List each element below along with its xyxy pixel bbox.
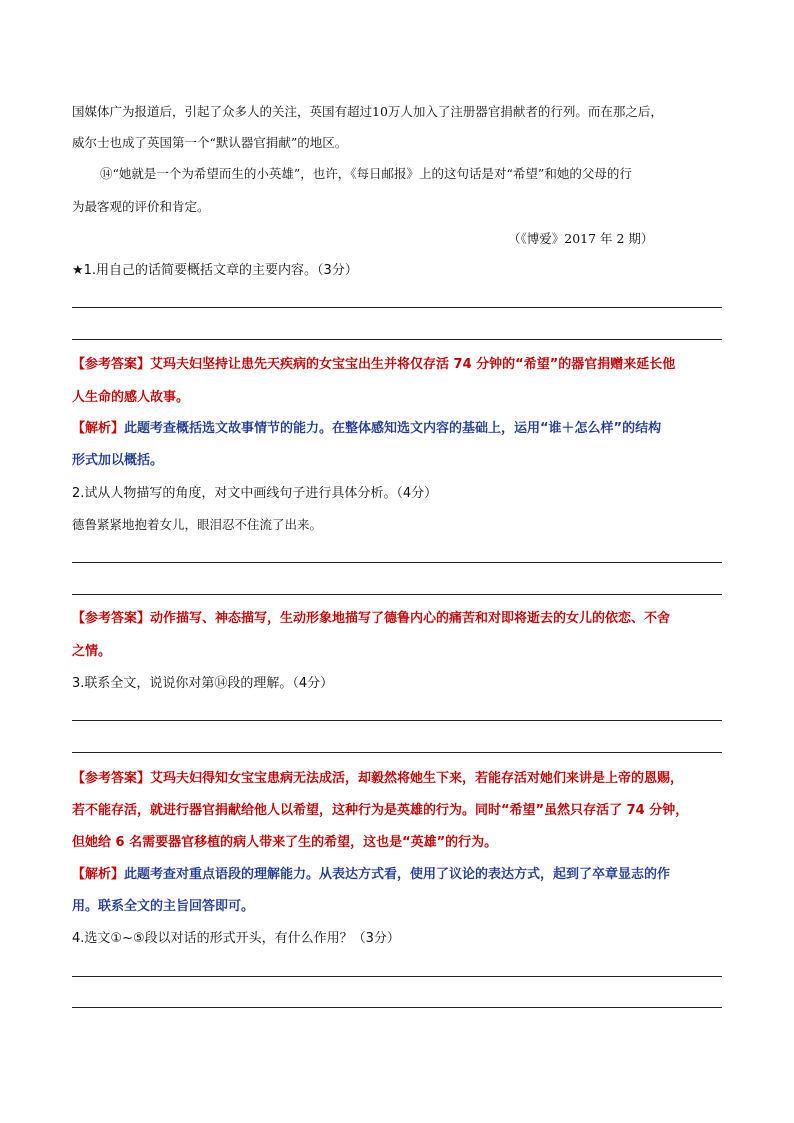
q3-answer-line2: 若不能存活，就进行器官捐献给他人以希望，这种行为是英雄的行为。同时“希望”虽然只存活了 74 分钟， <box>72 803 689 818</box>
q1-analysis-line1 <box>72 421 661 437</box>
answer-line <box>72 562 722 563</box>
answer-line <box>72 720 722 721</box>
answer-tag: 【参考答案】 <box>72 357 151 372</box>
q2-quote: 德鲁紧紧地抱着女儿，眼泪忍不住流了出来。 <box>72 517 323 532</box>
q3-analysis-line2: 用。联系全文的主旨回答即可。 <box>72 899 255 914</box>
answer-line <box>72 594 722 595</box>
passage-p14-line2: 为最客观的评价和肯定。 <box>72 199 210 214</box>
answer-text: 艾玛夫妇得知女宝宝患病无法成活，却毅然将她生下来，若能存活对她们来讲是上帝的恩赐， <box>150 771 684 786</box>
analysis-tag: 【解析】 <box>72 421 125 436</box>
analysis-text: 此题考查对重点语段的理解能力。从表达方式看，使用了议论的表达方式，起到了卒章显志的作 <box>124 867 671 882</box>
q3-answer-line3: 但她给 6 名需要器官移植的病人带来了生的希望，这也是“英雄”的行为。 <box>72 835 498 850</box>
passage-p14-line1: ⑭“她就是一个为希望而生的小英雄”，也许，《每日邮报》上的这句话是对“希望”和她的父母的行 <box>100 166 632 181</box>
q2-answer-line2: 之情。 <box>72 644 112 659</box>
answer-line <box>72 1007 722 1008</box>
answer-text: 艾玛夫妇坚持让患先天疾病的女宝宝出生并将仅存活 74 分钟的“希望”的器官捐赠来延长他 <box>150 357 676 372</box>
answer-tag: 【参考答案】 <box>72 771 151 786</box>
passage-p13-line1: 国媒体广为报道后，引起了众多人的关注，英国有超过10万人加入了注册器官捐献者的行列。而在那之后， <box>72 104 663 119</box>
analysis-text: 此题考查概括选文故事情节的能力。在整体感知选文内容的基础上，运用“谁＋怎么样”的结构 <box>124 421 662 436</box>
question-4: 4.选文①~⑤段以对话的形式开头，有什么作用？（3分） <box>72 931 400 946</box>
answer-line <box>72 307 722 308</box>
answer-line <box>72 339 722 340</box>
q2-answer-line1 <box>72 611 670 627</box>
q3-answer-line1 <box>72 771 683 787</box>
answer-text: 动作描写、神态描写，生动形象地描写了德鲁内心的痛苦和对即将逝去的女儿的依恋、不舍 <box>150 611 671 626</box>
question-2: 2.试从人物描写的角度，对文中画线句子进行具体分析。（4分） <box>72 486 438 501</box>
passage-source: （《博爱》2017 年 2 期） <box>508 231 654 246</box>
q3-analysis-line1 <box>72 867 670 883</box>
passage-p13-line2: 威尔士也成了英国第一个“默认器官捐献”的地区。 <box>72 135 348 150</box>
question-3: 3.联系全文，说说你对第⑭段的理解。（4分） <box>72 676 334 691</box>
analysis-tag: 【解析】 <box>72 867 125 882</box>
answer-line <box>72 752 722 753</box>
question-1: ★1.用自己的话简要概括文章的主要内容。（3分） <box>72 263 358 278</box>
answer-tag: 【参考答案】 <box>72 611 151 626</box>
q1-answer-line2: 人生命的感人故事。 <box>72 390 190 405</box>
q1-answer-line1 <box>72 357 675 373</box>
q1-analysis-line2: 形式加以概括。 <box>72 453 164 468</box>
answer-line <box>72 976 722 977</box>
